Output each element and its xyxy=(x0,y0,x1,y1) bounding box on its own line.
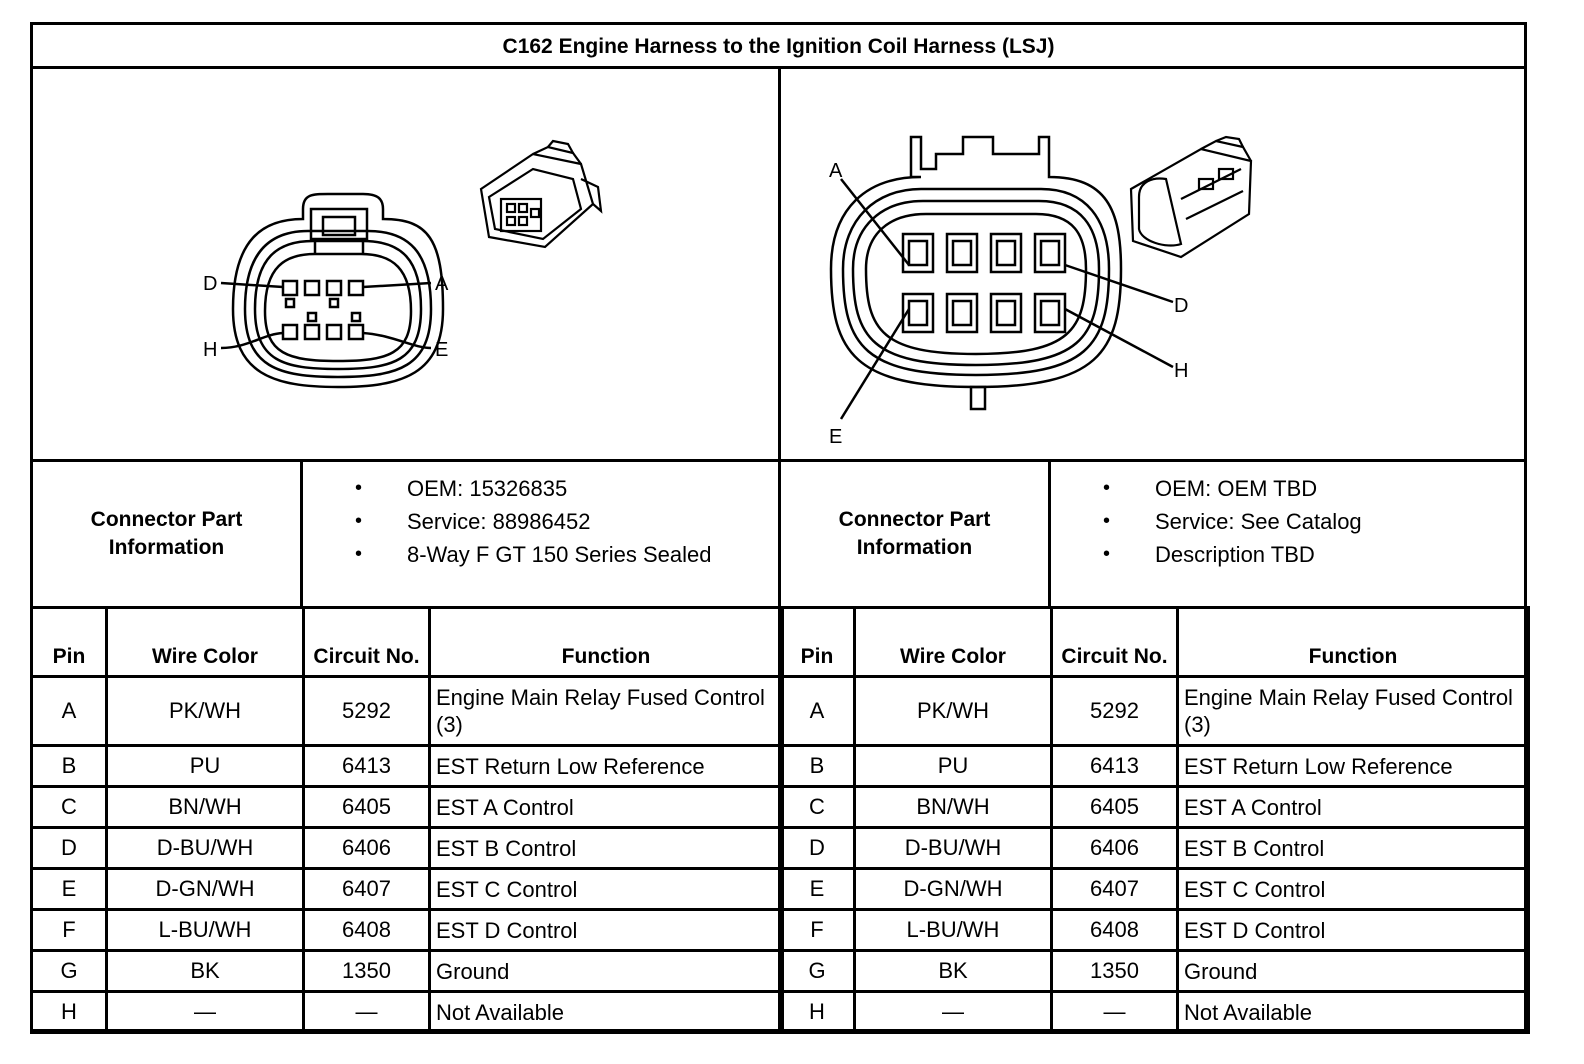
function-cell: EST C Control xyxy=(1178,869,1529,910)
pin-cell: D xyxy=(32,828,107,869)
right-callout-h: H xyxy=(1174,360,1189,382)
circuit-cell: 6407 xyxy=(304,869,430,910)
pin-cell: F xyxy=(32,910,107,951)
table-row xyxy=(32,910,783,951)
right-info-oem: • OEM: OEM TBD xyxy=(1051,472,1524,505)
wire-color-cell: BK xyxy=(107,951,304,992)
function-cell: EST D Control xyxy=(430,910,783,951)
pin-cell: A xyxy=(32,677,107,746)
function-cell: EST A Control xyxy=(1178,787,1529,828)
wire-color-cell: — xyxy=(855,992,1052,1033)
function-cell: EST B Control xyxy=(430,828,783,869)
table-row xyxy=(780,677,1529,746)
connector-sheet xyxy=(30,22,1527,1032)
left-table-body xyxy=(32,677,783,1033)
right-callout-e: E xyxy=(829,426,843,448)
table-row xyxy=(780,828,1529,869)
circuit-cell: 6406 xyxy=(304,828,430,869)
circuit-cell: 6405 xyxy=(304,787,430,828)
wire-color-cell: PK/WH xyxy=(107,677,304,746)
table-row xyxy=(32,677,783,746)
pin-cell: B xyxy=(780,746,855,787)
page-title: C162 Engine Harness to the Ignition Coil Harness (LSJ) xyxy=(33,25,1524,69)
function-cell: EST Return Low Reference xyxy=(1178,746,1529,787)
wire-color-cell: L-BU/WH xyxy=(855,910,1052,951)
header-wire-color: Wire Color xyxy=(855,608,1052,677)
right-info-description: • Description TBD xyxy=(1051,538,1524,571)
right-connector-3d-view xyxy=(1131,137,1251,257)
right-table-body xyxy=(780,677,1529,1033)
function-cell: EST D Control xyxy=(1178,910,1529,951)
right-info-list xyxy=(1051,462,1524,606)
circuit-cell: 6413 xyxy=(1052,746,1178,787)
left-callout-a: A xyxy=(435,273,449,295)
left-info-service: • Service: 88986452 xyxy=(303,505,778,538)
header-function: Function xyxy=(1178,608,1529,677)
circuit-cell: 6407 xyxy=(1052,869,1178,910)
left-callout-d: D xyxy=(203,273,218,295)
left-callout-e: E xyxy=(435,339,449,361)
function-cell: EST A Control xyxy=(430,787,783,828)
pin-cell: E xyxy=(32,869,107,910)
circuit-cell: 5292 xyxy=(1052,677,1178,746)
left-info-list xyxy=(303,462,781,606)
table-header-row xyxy=(32,608,783,677)
circuit-cell: 6406 xyxy=(1052,828,1178,869)
table-row xyxy=(32,746,783,787)
left-info-label: Connector Part Information xyxy=(33,462,303,606)
pin-cell: H xyxy=(32,992,107,1033)
left-connector-3d-view xyxy=(481,141,601,247)
connector-info-row xyxy=(33,459,1524,609)
right-callout-a: A xyxy=(829,160,843,182)
wire-color-cell: D-GN/WH xyxy=(107,869,304,910)
header-function: Function xyxy=(430,608,783,677)
table-row xyxy=(780,869,1529,910)
right-connector-drawing xyxy=(781,69,1524,459)
function-cell: Not Available xyxy=(430,992,783,1033)
wire-color-cell: D-BU/WH xyxy=(855,828,1052,869)
pin-cell: A xyxy=(780,677,855,746)
header-pin: Pin xyxy=(32,608,107,677)
header-circuit-no: Circuit No. xyxy=(304,608,430,677)
left-callout-h: H xyxy=(203,339,218,361)
wire-color-cell: L-BU/WH xyxy=(107,910,304,951)
pin-cell: C xyxy=(780,787,855,828)
wire-color-cell: PU xyxy=(107,746,304,787)
pin-cell: G xyxy=(780,951,855,992)
table-row xyxy=(780,992,1529,1033)
table-header-row xyxy=(780,608,1529,677)
wire-color-cell: D-GN/WH xyxy=(855,869,1052,910)
function-cell: Engine Main Relay Fused Control (3) xyxy=(430,677,783,746)
circuit-cell: 6413 xyxy=(304,746,430,787)
left-info-description: • 8-Way F GT 150 Series Sealed xyxy=(303,538,778,571)
header-wire-color: Wire Color xyxy=(107,608,304,677)
right-info-label: Connector Part Information xyxy=(781,462,1051,606)
pin-cell: G xyxy=(32,951,107,992)
right-info-service: • Service: See Catalog xyxy=(1051,505,1524,538)
circuit-cell: — xyxy=(1052,992,1178,1033)
table-row xyxy=(32,992,783,1033)
pin-cell: F xyxy=(780,910,855,951)
wire-color-cell: BK xyxy=(855,951,1052,992)
pin-cell: H xyxy=(780,992,855,1033)
function-cell: Ground xyxy=(430,951,783,992)
wire-color-cell: BN/WH xyxy=(107,787,304,828)
wire-color-cell: BN/WH xyxy=(855,787,1052,828)
pin-cell: B xyxy=(32,746,107,787)
left-info-oem: • OEM: 15326835 xyxy=(303,472,778,505)
left-connector-pane xyxy=(33,69,781,459)
table-row xyxy=(780,910,1529,951)
pin-cell: D xyxy=(780,828,855,869)
circuit-cell: — xyxy=(304,992,430,1033)
function-cell: EST Return Low Reference xyxy=(430,746,783,787)
function-cell: EST C Control xyxy=(430,869,783,910)
circuit-cell: 5292 xyxy=(304,677,430,746)
wire-color-cell: PK/WH xyxy=(855,677,1052,746)
left-pin-table xyxy=(30,606,784,1034)
circuit-cell: 6405 xyxy=(1052,787,1178,828)
left-connector-drawing xyxy=(33,69,778,459)
header-circuit-no: Circuit No. xyxy=(1052,608,1178,677)
pin-cell: E xyxy=(780,869,855,910)
function-cell: Engine Main Relay Fused Control (3) xyxy=(1178,677,1529,746)
wire-color-cell: D-BU/WH xyxy=(107,828,304,869)
right-callout-d: D xyxy=(1174,295,1189,317)
right-connector-pane xyxy=(781,69,1524,459)
circuit-cell: 1350 xyxy=(304,951,430,992)
circuit-cell: 1350 xyxy=(1052,951,1178,992)
circuit-cell: 6408 xyxy=(1052,910,1178,951)
wire-color-cell: PU xyxy=(855,746,1052,787)
header-pin: Pin xyxy=(780,608,855,677)
table-row xyxy=(32,869,783,910)
table-row xyxy=(32,787,783,828)
wire-color-cell: — xyxy=(107,992,304,1033)
function-cell: Not Available xyxy=(1178,992,1529,1033)
circuit-cell: 6408 xyxy=(304,910,430,951)
function-cell: EST B Control xyxy=(1178,828,1529,869)
table-row xyxy=(780,787,1529,828)
table-row xyxy=(780,951,1529,992)
right-pin-table xyxy=(778,606,1530,1034)
pin-cell: C xyxy=(32,787,107,828)
function-cell: Ground xyxy=(1178,951,1529,992)
table-row xyxy=(32,951,783,992)
table-row xyxy=(32,828,783,869)
table-row xyxy=(780,746,1529,787)
